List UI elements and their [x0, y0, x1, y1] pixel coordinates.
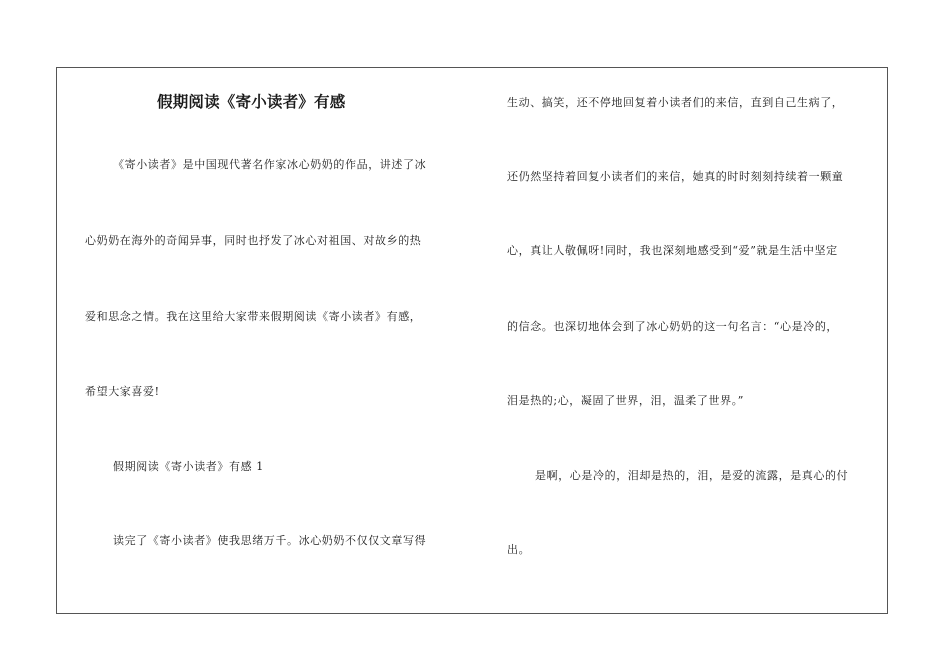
left-line-6: 读完了《寄小读者》使我思绪万千。冰心奶奶不仅仅文章写得 — [113, 534, 427, 547]
left-line-1: 《寄小读者》是中国现代著名作家冰心奶奶的作品，讲述了冰 — [113, 158, 427, 171]
left-line-2: 心奶奶在海外的奇闻异事，同时也抒发了冰心对祖国、对故乡的热 — [85, 234, 422, 247]
section-heading: 假期阅读《寄小读者》有感 1 — [113, 460, 264, 473]
right-line-6: 是啊，心是冷的，泪却是热的，泪，是爱的流露，是真心的付 — [535, 469, 849, 482]
document-title: 假期阅读《寄小读者》有感 — [157, 92, 346, 111]
right-line-3: 心，真让人敬佩呀!同时，我也深刻地感受到“爱”就是生活中坚定 — [507, 244, 838, 257]
right-line-2: 还仍然坚持着回复小读者们的来信，她真的时时刻刻持续着一颗童 — [507, 170, 844, 183]
right-line-1: 生动、搞笑，还不停地回复着小读者们的来信，直到自己生病了， — [507, 96, 844, 109]
right-line-5: 泪是热的;心，凝固了世界，泪，温柔了世界。” — [507, 394, 745, 407]
page-frame — [56, 67, 888, 614]
left-line-4: 希望大家喜爱! — [85, 385, 160, 398]
right-line-4: 的信念。也深切地体会到了冰心奶奶的这一句名言：“心是冷的， — [507, 320, 839, 333]
left-line-3: 爱和思念之情。我在这里给大家带来假期阅读《寄小读者》有感， — [85, 310, 422, 323]
right-line-7: 出。 — [507, 543, 531, 556]
